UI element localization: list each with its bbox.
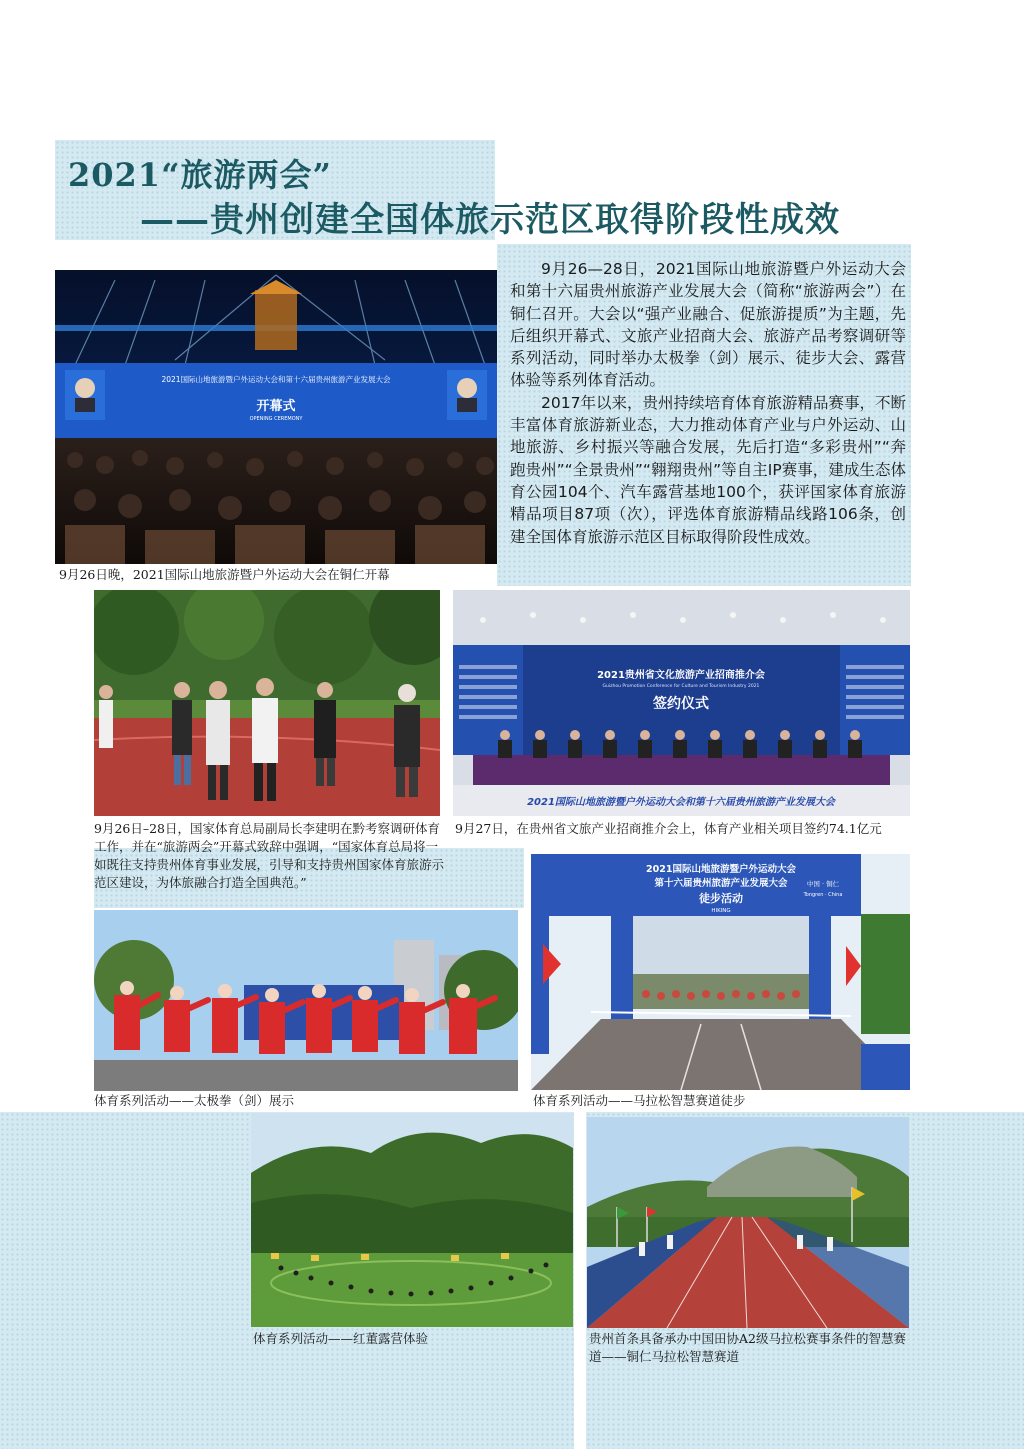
hiking-arch-main: 徒步活动 <box>699 892 743 905</box>
signing-ceremony-photo <box>453 590 910 816</box>
intro-paragraph-1: 9月26—28日，2021国际山地旅游暨户外运动大会和第十六届贵州旅游产业发展大会（简称“旅游两会”）在铜仁召开。大会以“强产业融合、促旅游提质”为主题，先后组织开幕式、文旅产业招商大会、旅游产品考察调研等系列活动，同时举办太极拳（剑）展示、徒步大会、露营体验等系列体育活动。 <box>510 260 906 390</box>
hiking-photo <box>531 854 910 1090</box>
inspection-photo <box>94 590 440 816</box>
hiking-arch-line2: 第十六届贵州旅游产业发展大会 <box>654 878 788 889</box>
hiking-arch-en: HIKING <box>711 908 731 914</box>
signing-caption: 9月27日，在贵州省文旅产业招商推介会上，体育产业相关项目签约74.1亿元 <box>455 821 882 836</box>
opening-ceremony-photo <box>55 270 497 564</box>
signing-screen-en: Guizhou Promotion Conference for Culture and Tourism Industry 2021 <box>602 684 760 689</box>
opening-screen-subtitle: 开幕式 <box>256 399 296 414</box>
opening-screen-title: 2021国际山地旅游暨户外运动大会和第十六届贵州旅游产业发展大会 <box>161 375 391 384</box>
intro-paragraph-2: 2017年以来，贵州持续培育体育旅游精品赛事，不断丰富体育旅游新业态，大力推动体育产业与户外运动、山地旅游、乡村振兴等融合发展，先后打造“多彩贵州”“奔跑贵州”“全景贵州”“翱翔贵州”等自主IP赛事，建成生态体育公园104个、汽车露营基地100个，获评国家体育旅游精品项目87项（次），评选体育旅游精品线路106条，创建全国体育旅游示范区目标取得阶段性成效。 <box>510 393 906 546</box>
camping-photo <box>251 1113 573 1327</box>
taichi-caption: 体育系列活动——太极拳（剑）展示 <box>94 1093 295 1108</box>
page-title-line1: 2021“旅游两会” <box>68 156 332 194</box>
opening-screen-sub-en: OPENING CEREMONY <box>249 416 303 422</box>
intro-text <box>510 258 906 548</box>
hiking-arch-city: 中国 · 铜仁 <box>806 880 840 888</box>
camping-caption: 体育系列活动——红董露营体验 <box>253 1331 429 1346</box>
signing-screen-main: 签约仪式 <box>653 696 709 712</box>
marathon-caption: 贵州首条具备承办中国田协A2级马拉松赛事条件的智慧赛道——铜仁马拉松智慧赛道 <box>589 1331 906 1364</box>
opening-caption: 9月26日晚，2021国际山地旅游暨户外运动大会在铜仁开幕 <box>59 567 390 582</box>
hiking-arch-line1: 2021国际山地旅游暨户外运动大会 <box>646 864 796 875</box>
page-title-line2: ——贵州创建全国体旅示范区取得阶段性成效 <box>140 200 840 240</box>
signing-table-banner: 2021国际山地旅游暨户外运动大会和第十六届贵州旅游产业发展大会 <box>527 797 835 808</box>
taichi-photo <box>94 910 518 1091</box>
hiking-caption: 体育系列活动——马拉松智慧赛道徒步 <box>533 1093 746 1108</box>
inspection-caption: 9月26日–28日，国家体育总局副局长李建明在黔考察调研体育工作，并在“旅游两会”开幕式致辞中强调，“国家体育总局将一如既往支持贵州体育事业发展，引导和支持贵州国家体育旅游示范区建设，为体旅融合打造全国典范。” <box>94 821 445 890</box>
signing-screen-title: 2021贵州省文化旅游产业招商推介会 <box>597 670 765 681</box>
marathon-track-photo <box>587 1117 909 1328</box>
hiking-arch-city-en: Tongren · China <box>803 892 843 898</box>
